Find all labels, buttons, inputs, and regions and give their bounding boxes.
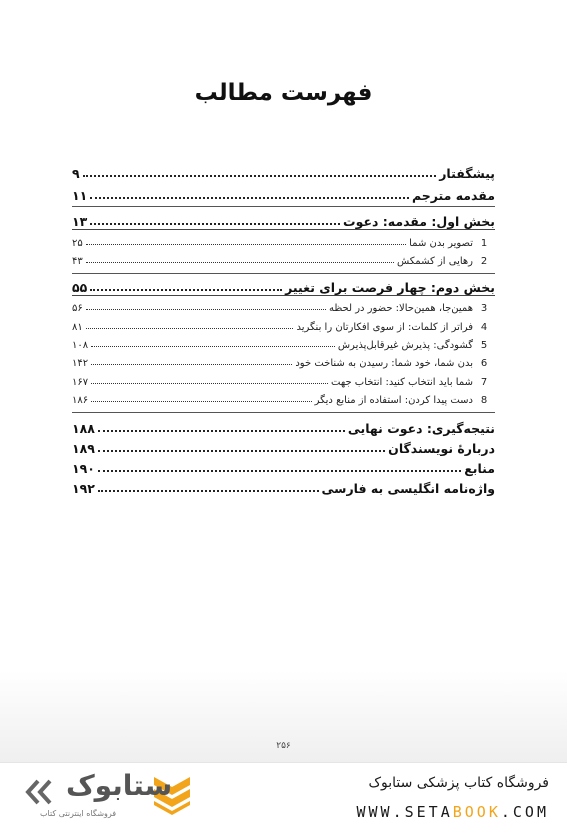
chapter-title: رهایی از کشمکش [397, 256, 473, 267]
toc-entry-conclusion[interactable] [72, 420, 495, 436]
dot-leader [86, 244, 406, 245]
store-banner [0, 762, 567, 832]
toc-chapter[interactable] [72, 254, 495, 267]
toc-entry-about-authors[interactable] [72, 440, 495, 456]
section-rule [72, 412, 495, 413]
dot-leader [91, 364, 292, 365]
url-suffix: .COM [500, 803, 549, 821]
chapter-number: 7 [480, 377, 488, 388]
toc-chapter[interactable] [72, 375, 495, 388]
toc-entry-page: ۱۸۹ [72, 441, 95, 456]
url-prefix: WWW.SETA [356, 803, 453, 821]
toc-part-2[interactable] [72, 280, 495, 296]
chapter-page: ۴۳ [72, 256, 83, 267]
dot-leader [98, 490, 319, 492]
chapter-title: گشودگی: پذیرش غیرقابل‌پذیرش [337, 340, 473, 351]
toc-entry-page: ۱۸۸ [72, 421, 95, 436]
toc-chapter[interactable] [72, 338, 495, 351]
toc-chapter[interactable] [72, 356, 495, 369]
dot-leader [91, 401, 311, 402]
chapter-number: 6 [480, 358, 488, 369]
dot-leader [86, 328, 294, 329]
chapter-page: ۱۰۸ [72, 340, 89, 351]
dot-leader [98, 470, 461, 472]
dot-leader [86, 262, 394, 263]
toc-chapter[interactable] [72, 393, 495, 406]
toc-entry-title: نتیجه‌گیری: دعوت نهایی [347, 421, 495, 436]
chapter-page: ۱۸۶ [72, 395, 89, 406]
toc-part-1[interactable] [72, 214, 495, 230]
toc-entry-title: واژه‌نامه انگلیسی به فارسی [321, 481, 495, 496]
toc-entry-title: مقدمه مترجم [411, 188, 495, 203]
chapter-title: شما باید انتخاب کنید: انتخاب جهت [331, 377, 473, 388]
store-name: فروشگاه کتاب پزشکی ستابوک [368, 775, 549, 791]
chapter-page: ۱۴۲ [72, 358, 89, 369]
chapter-page: ۵۶ [72, 303, 83, 314]
toc-entry-page: ۱۱ [72, 188, 88, 203]
chapter-title: بدن شما، خود شما: رسیدن به شناخت خود [295, 358, 473, 369]
toc-entry-preface[interactable] [72, 165, 495, 181]
toc-entry-translator-intro[interactable] [72, 187, 495, 203]
toc-chapter[interactable] [72, 301, 495, 314]
store-url[interactable] [357, 803, 550, 821]
dot-leader [98, 430, 345, 432]
toc-part-page: ۵۵ [72, 280, 88, 295]
toc-entry-page: ۹ [72, 166, 80, 181]
logo-wordmark: ستابوک [66, 769, 173, 802]
double-chevron-left-icon [24, 779, 64, 805]
chapter-number: 1 [480, 238, 488, 249]
dot-leader [86, 309, 326, 310]
toc-part-page: ۱۳ [72, 214, 88, 229]
chapter-number: 4 [480, 322, 488, 333]
toc-entry-title: دربارهٔ نویسندگان [388, 441, 495, 456]
toc-entry-title: منابع [464, 461, 495, 476]
chapter-page: ۱۶۷ [72, 377, 89, 388]
dot-leader [83, 175, 437, 177]
dot-leader [98, 450, 385, 452]
section-rule [72, 273, 495, 274]
dot-leader [91, 346, 335, 347]
toc-part-title: بخش دوم: چهار فرصت برای تغییر [285, 280, 495, 295]
chapter-number: 2 [480, 256, 488, 267]
chapter-title: فراتر از کلمات: از سوی افکارتان را بنگرید [296, 322, 473, 333]
toc-entry-glossary[interactable] [72, 480, 495, 496]
chapter-number: 5 [480, 340, 488, 351]
chapter-number: 8 [480, 395, 488, 406]
toc-entry-title: پیشگفتار [439, 166, 495, 181]
toc-part-title: بخش اول: مقدمه: دعوت [343, 214, 495, 229]
chapter-title: همین‌جا، همین‌حالا: حضور در لحظه [328, 303, 473, 314]
chapter-number: 3 [480, 303, 488, 314]
toc-entry-page: ۱۹۰ [72, 461, 95, 476]
page-title: فهرست مطالب [194, 80, 373, 106]
chapter-title: دست پیدا کردن: استفاده از منابع دیگر [314, 395, 473, 406]
dot-leader [90, 223, 340, 225]
dot-leader [90, 197, 409, 199]
chapter-page: ۲۵ [72, 238, 83, 249]
chapter-page: ۸۱ [72, 322, 83, 333]
dot-leader [91, 383, 328, 384]
toc-chapter[interactable] [72, 320, 495, 333]
toc-entry-references[interactable] [72, 460, 495, 476]
dot-leader [90, 289, 282, 291]
toc-entry-page: ۱۹۲ [72, 481, 95, 496]
logo-subtitle: فروشگاه اینترنتی کتاب [40, 809, 117, 818]
page-number: ۲۵۶ [276, 741, 291, 751]
section-rule [72, 206, 495, 207]
chapter-title: تصویر بدن شما [409, 238, 473, 249]
toc-chapter[interactable] [72, 236, 495, 249]
url-highlight: BOOK [452, 803, 501, 821]
